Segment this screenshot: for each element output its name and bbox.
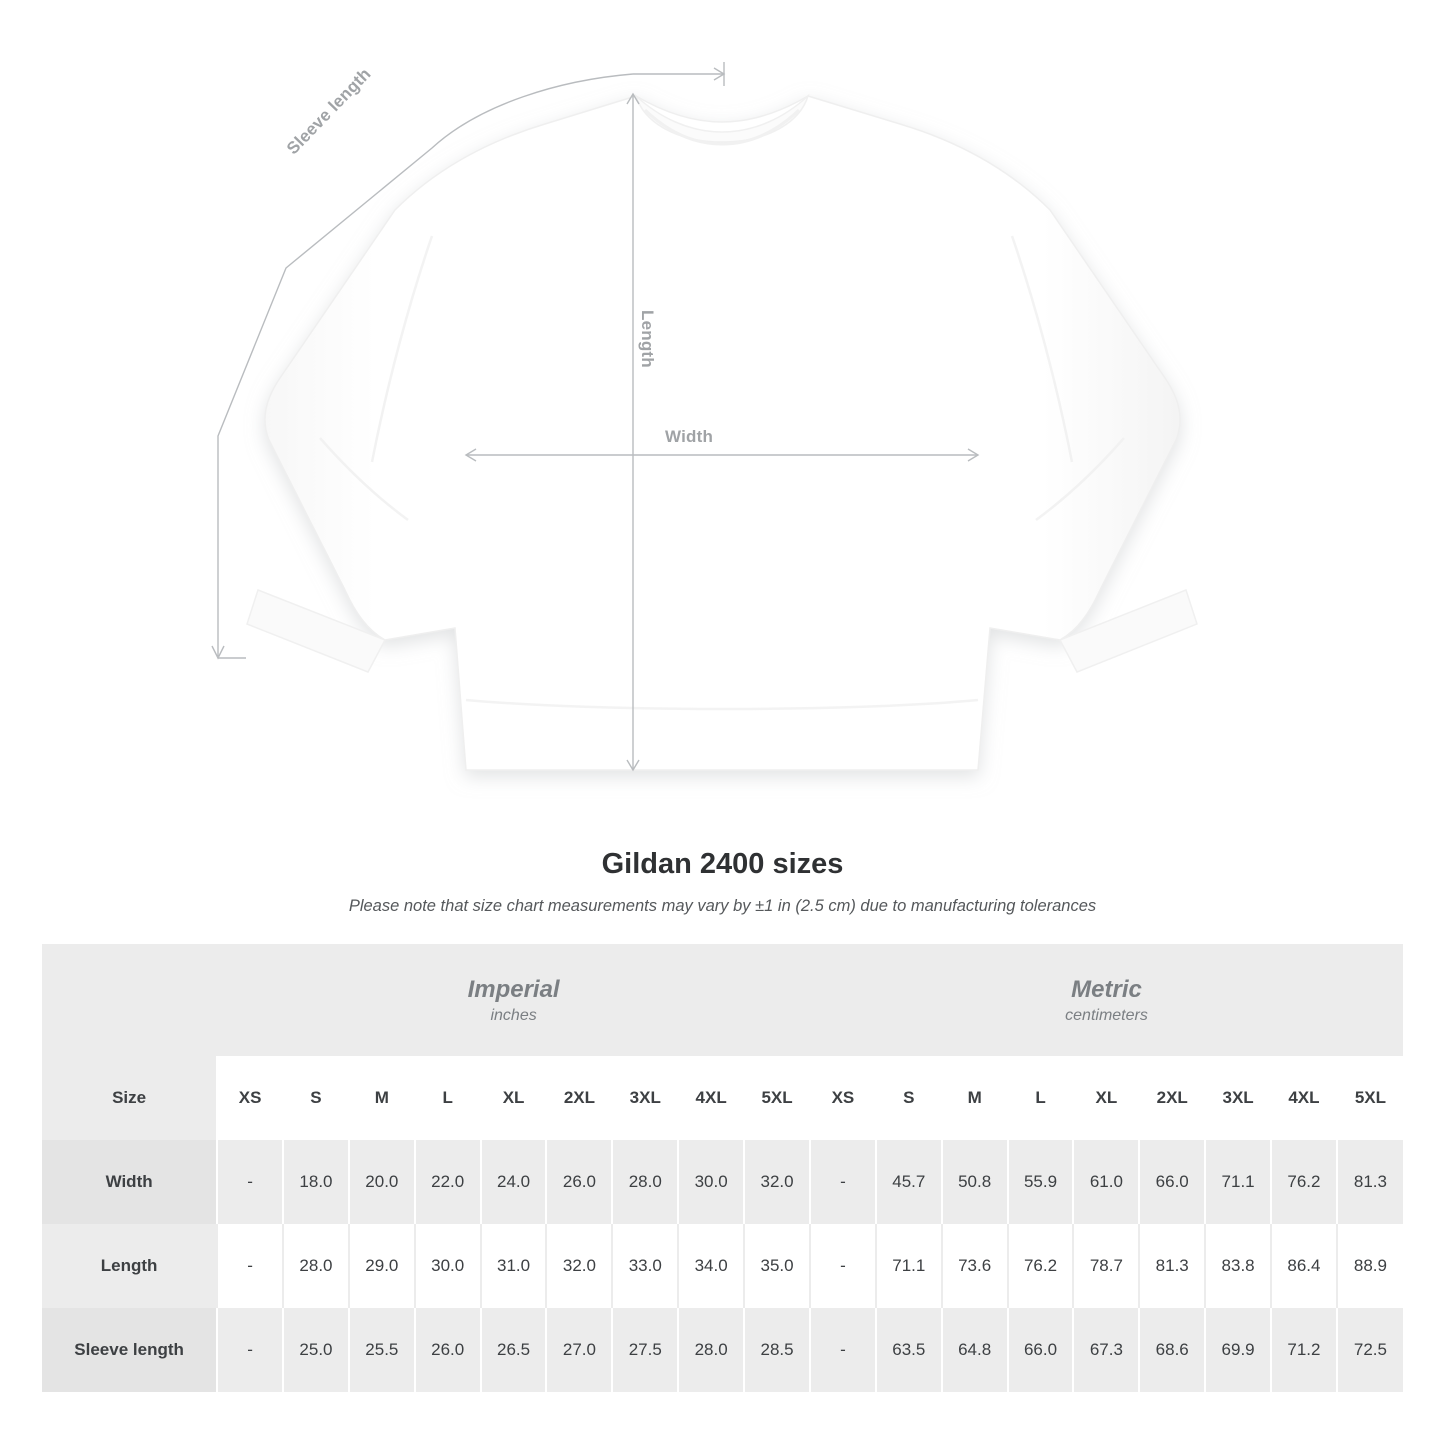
label-sleeve-length: Sleeve length: [283, 64, 375, 159]
cell-sleeve-length-3xl-imperial: 27.5: [612, 1308, 678, 1392]
cell-length-xs-metric: -: [810, 1224, 876, 1308]
size-chart-table: [42, 944, 1403, 1392]
size-chart-container: [42, 944, 1403, 1392]
cell-length-m-metric: 73.6: [942, 1224, 1008, 1308]
cell-length-5xl-metric: 88.9: [1337, 1224, 1403, 1308]
cell-sleeve-length-2xl-metric: 68.6: [1139, 1308, 1205, 1392]
cell-length-4xl-metric: 86.4: [1271, 1224, 1337, 1308]
cell-sleeve-length-m-metric: 64.8: [942, 1308, 1008, 1392]
cell-sleeve-length-xs-imperial: -: [217, 1308, 283, 1392]
cell-length-3xl-imperial: 33.0: [612, 1224, 678, 1308]
column-header-l-metric: L: [1008, 1056, 1074, 1140]
cell-length-5xl-imperial: 35.0: [744, 1224, 810, 1308]
cell-width-2xl-metric: 66.0: [1139, 1140, 1205, 1224]
unit-sub-metric: centimeters: [1065, 1007, 1148, 1024]
cell-width-m-metric: 50.8: [942, 1140, 1008, 1224]
row-header-width: Width: [42, 1140, 217, 1224]
cell-sleeve-length-5xl-imperial: 28.5: [744, 1308, 810, 1392]
cell-length-xs-imperial: -: [217, 1224, 283, 1308]
column-header-3xl-imperial: 3XL: [612, 1056, 678, 1140]
cell-sleeve-length-s-metric: 63.5: [876, 1308, 942, 1392]
row-header-sleeve-length: Sleeve length: [42, 1308, 217, 1392]
cell-width-s-metric: 45.7: [876, 1140, 942, 1224]
cell-width-4xl-imperial: 30.0: [678, 1140, 744, 1224]
cell-sleeve-length-l-imperial: 26.0: [415, 1308, 481, 1392]
column-header-xs-metric: XS: [810, 1056, 876, 1140]
row-header-size: Size: [42, 1056, 217, 1140]
shirt-body: [265, 96, 1180, 770]
column-header-3xl-metric: 3XL: [1205, 1056, 1271, 1140]
cell-length-m-imperial: 29.0: [349, 1224, 415, 1308]
cell-width-5xl-metric: 81.3: [1337, 1140, 1403, 1224]
table-row: [42, 1140, 1403, 1224]
unit-title-metric: Metric: [1071, 976, 1142, 1003]
cell-width-4xl-metric: 76.2: [1271, 1140, 1337, 1224]
cell-length-4xl-imperial: 34.0: [678, 1224, 744, 1308]
cell-length-l-metric: 76.2: [1008, 1224, 1074, 1308]
unit-spacer: [42, 944, 217, 1056]
column-header-4xl-metric: 4XL: [1271, 1056, 1337, 1140]
cell-width-l-imperial: 22.0: [415, 1140, 481, 1224]
column-header-2xl-imperial: 2XL: [546, 1056, 612, 1140]
column-header-l-imperial: L: [415, 1056, 481, 1140]
cell-width-2xl-imperial: 26.0: [546, 1140, 612, 1224]
table-row: [42, 1056, 1403, 1140]
cell-length-3xl-metric: 83.8: [1205, 1224, 1271, 1308]
cell-length-xl-metric: 78.7: [1073, 1224, 1139, 1308]
unit-group-metric: [810, 944, 1403, 1056]
label-length: Length: [638, 310, 657, 368]
page-title: Gildan 2400 sizes: [601, 848, 844, 880]
cell-width-3xl-imperial: 28.0: [612, 1140, 678, 1224]
cell-width-xs-metric: -: [810, 1140, 876, 1224]
cell-width-l-metric: 55.9: [1008, 1140, 1074, 1224]
column-header-4xl-imperial: 4XL: [678, 1056, 744, 1140]
cell-width-xl-imperial: 24.0: [481, 1140, 547, 1224]
cell-sleeve-length-5xl-metric: 72.5: [1337, 1308, 1403, 1392]
cell-length-s-metric: 71.1: [876, 1224, 942, 1308]
cell-width-xl-metric: 61.0: [1073, 1140, 1139, 1224]
cell-sleeve-length-3xl-metric: 69.9: [1205, 1308, 1271, 1392]
column-header-2xl-metric: 2XL: [1139, 1056, 1205, 1140]
column-header-s-imperial: S: [283, 1056, 349, 1140]
label-width: Width: [665, 427, 714, 446]
column-header-5xl-metric: 5XL: [1337, 1056, 1403, 1140]
cell-sleeve-length-4xl-imperial: 28.0: [678, 1308, 744, 1392]
column-header-xl-metric: XL: [1073, 1056, 1139, 1140]
title-block: [0, 848, 1445, 916]
unit-header: [42, 944, 1403, 1056]
cell-length-s-imperial: 28.0: [283, 1224, 349, 1308]
cell-width-5xl-imperial: 32.0: [744, 1140, 810, 1224]
cell-width-xs-imperial: -: [217, 1140, 283, 1224]
unit-sub-imperial: inches: [490, 1007, 537, 1024]
column-header-xl-imperial: XL: [481, 1056, 547, 1140]
cell-sleeve-length-xs-metric: -: [810, 1308, 876, 1392]
cell-width-m-imperial: 20.0: [349, 1140, 415, 1224]
cell-sleeve-length-xl-metric: 67.3: [1073, 1308, 1139, 1392]
tolerance-note: Please note that size chart measurements may vary by ±1 in (2.5 cm) due to manufacturing tolerances: [348, 897, 1097, 915]
cell-sleeve-length-m-imperial: 25.5: [349, 1308, 415, 1392]
cell-width-s-imperial: 18.0: [283, 1140, 349, 1224]
unit-title-imperial: Imperial: [467, 976, 560, 1003]
cell-width-3xl-metric: 71.1: [1205, 1140, 1271, 1224]
unit-group-imperial: [217, 944, 810, 1056]
cell-length-2xl-metric: 81.3: [1139, 1224, 1205, 1308]
cell-length-2xl-imperial: 32.0: [546, 1224, 612, 1308]
column-header-xs-imperial: XS: [217, 1056, 283, 1140]
cell-length-l-imperial: 30.0: [415, 1224, 481, 1308]
cell-sleeve-length-s-imperial: 25.0: [283, 1308, 349, 1392]
table-row: [42, 1308, 1403, 1392]
table-row: [42, 1224, 1403, 1308]
column-header-m-metric: M: [942, 1056, 1008, 1140]
column-header-5xl-imperial: 5XL: [744, 1056, 810, 1140]
cell-sleeve-length-l-metric: 66.0: [1008, 1308, 1074, 1392]
cell-sleeve-length-2xl-imperial: 27.0: [546, 1308, 612, 1392]
cell-length-xl-imperial: 31.0: [481, 1224, 547, 1308]
cell-sleeve-length-4xl-metric: 71.2: [1271, 1308, 1337, 1392]
cell-sleeve-length-xl-imperial: 26.5: [481, 1308, 547, 1392]
column-header-s-metric: S: [876, 1056, 942, 1140]
row-header-length: Length: [42, 1224, 217, 1308]
column-header-m-imperial: M: [349, 1056, 415, 1140]
